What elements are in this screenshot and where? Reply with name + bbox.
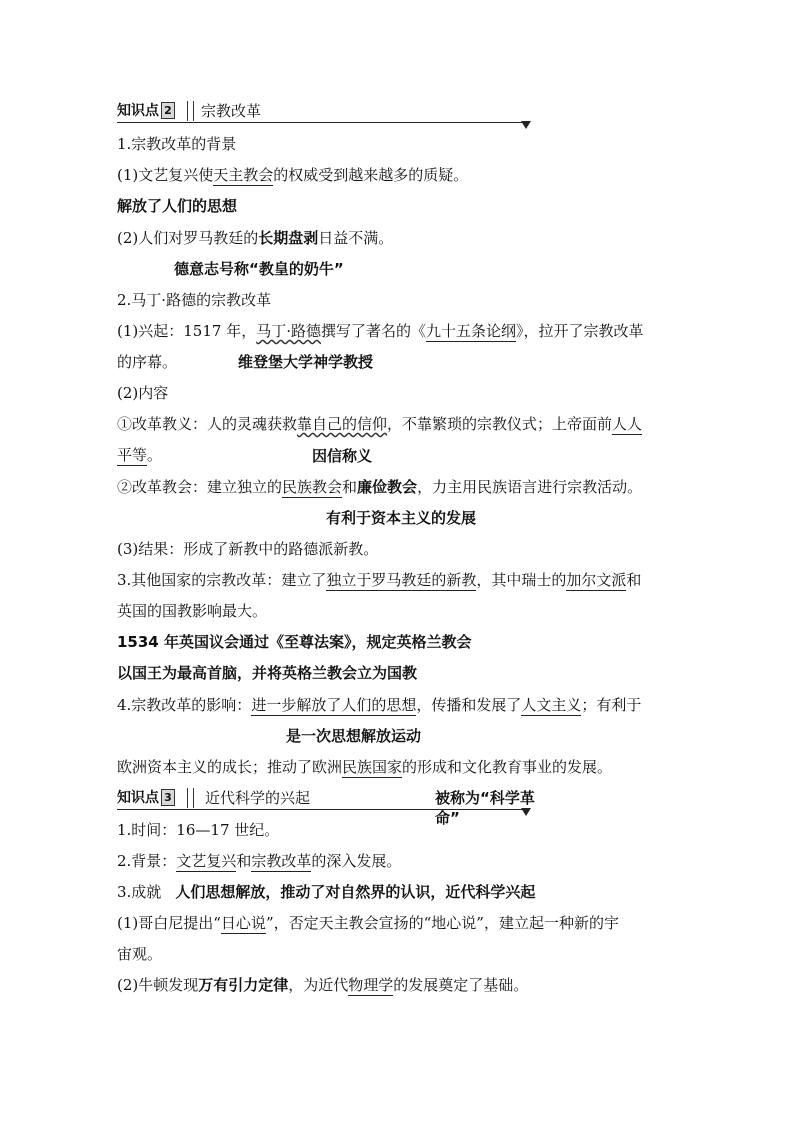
luther-content-heading: (2)内容 [117,384,169,402]
annotation-note: 解放了人们的思想 [117,197,238,215]
header-arrow-icon [521,808,531,816]
annotation-note: 德意志号称“教皇的奶牛” [174,260,344,278]
reform-impact-cont: 欧洲资本主义的成长；推动了欧洲民族国家的形成和文化教育事业的发展。 [117,758,613,776]
section-header-2 [117,101,537,123]
header-divider [187,788,194,808]
copernicus-cont: 宙观。 [117,945,163,963]
doctrine-reform-cont: 平等。 [117,446,163,464]
section-header-3 [117,788,537,827]
other-reforms: 3.其他国家的宗教改革：建立了独立于罗马教廷的新教，其中瑞士的加尔文派和 [117,571,642,589]
header-rule [117,122,525,123]
section-number-badge: 3 [161,789,175,806]
section-title: 宗教改革 [201,102,262,120]
newton: (2)牛顿发现万有引力定律，为近代物理学的发展奠定了基础。 [117,976,529,994]
background-heading: 1.宗教改革的背景 [117,135,237,153]
header-divider [187,101,194,121]
science-time: 1.时间：16—17 世纪。 [117,821,280,839]
other-reforms-cont: 英国的国教影响最大。 [117,602,268,620]
section-tag [117,788,175,808]
section-number-badge: 2 [161,102,175,119]
section-tag-label: 知识点 [117,790,159,806]
annotation-note: 因信称义 [312,447,373,465]
background-point-1: (1)文艺复兴使天主教会的权威受到越来越多的质疑。 [117,166,469,184]
luther-result: (3)结果：形成了新教中的路德派新教。 [117,540,379,558]
section-tag-label: 知识点 [117,103,159,119]
annotation-note: 被称为“科学革命” [435,789,535,827]
luther-heading: 2.马丁·路德的宗教改革 [117,291,272,309]
reform-impact: 4.宗教改革的影响：进一步解放了人们的思想，传播和发展了人文主义；有利于 [117,696,642,714]
annotation-note: 1534 年英国议会通过《至尊法案》，规定英格兰教会 [117,633,472,651]
section-tag [117,101,175,121]
section-title: 近代科学的兴起 [205,789,311,807]
annotation-note: 以国王为最高首脑，并将英格兰教会立为国教 [117,664,418,682]
copernicus: (1)哥白尼提出“日心说”，否定天主教会宣扬的“地心说”，建立起一种新的宇 [117,914,619,932]
annotation-note: 是一次思想解放运动 [286,727,422,745]
annotation-note: 有利于资本主义的发展 [326,509,477,527]
background-point-2: (2)人们对罗马教廷的长期盘剥日益不满。 [117,229,394,247]
doctrine-reform: ①改革教义：人的灵魂获救靠自己的信仰，不靠繁琐的宗教仪式；上帝面前人人 [117,415,643,433]
header-arrow-icon [521,121,531,129]
luther-rise: (1)兴起：1517 年，马丁·路德撰写了著名的《九十五条论纲》，拉开了宗教改革 [117,322,644,340]
header-rule [117,809,525,810]
luther-rise-cont: 的序幕。 [117,353,178,371]
annotation-note: 维登堡大学神学教授 [238,353,374,371]
science-achievements: 3.成就 人们思想解放，推动了对自然界的认识，近代科学兴起 [117,883,536,901]
science-background: 2.背景：文艺复兴和宗教改革的深入发展。 [117,852,402,870]
church-reform: ②改革教会：建立独立的民族教会和廉俭教会，力主用民族语言进行宗教活动。 [117,478,643,496]
